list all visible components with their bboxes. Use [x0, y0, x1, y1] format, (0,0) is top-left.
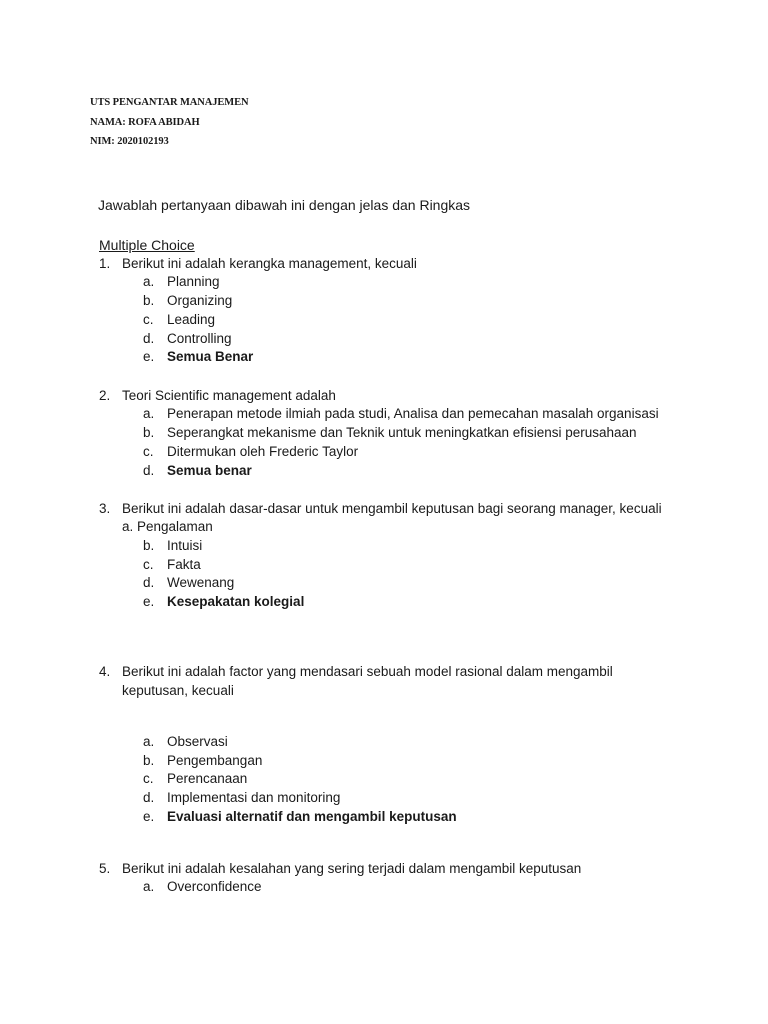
exam-title: UTS PENGANTAR MANAJEMEN: [90, 97, 249, 108]
choice-text: Fakta: [167, 557, 201, 572]
question-text: a. Pengalaman: [122, 519, 213, 534]
selected-answer: Semua benar: [167, 463, 252, 478]
choice-letter: c.: [143, 557, 154, 572]
choice-text: Penerapan metode ilmiah pada studi, Analisa dan pemecahan masalah organisasi: [167, 406, 659, 421]
question-number: 3.: [99, 501, 111, 516]
choice-letter: d.: [143, 790, 155, 805]
question-text: Berikut ini adalah factor yang mendasari sebuah model rasional dalam mengambil: [122, 664, 613, 679]
choice-text: Planning: [167, 274, 220, 289]
section-title: Multiple Choice: [99, 237, 195, 253]
choice-letter: b.: [143, 753, 155, 768]
choice-text: Wewenang: [167, 575, 235, 590]
student-id: NIM: 2020102193: [90, 136, 169, 147]
choice-text: Leading: [167, 312, 216, 327]
question-number: 2.: [99, 388, 111, 403]
choice-letter: b.: [143, 425, 155, 440]
student-name: NAMA: ROFA ABIDAH: [90, 116, 200, 128]
choice-text: Intuisi: [167, 538, 203, 553]
choice-text: Controlling: [167, 331, 232, 346]
question-text: Berikut ini adalah kesalahan yang sering terjadi dalam mengambil keputusan: [122, 861, 582, 876]
choice-text: Ditermukan oleh Frederic Taylor: [167, 444, 359, 459]
question-number: 4.: [99, 664, 111, 679]
choice-letter: a.: [143, 879, 155, 894]
document-header: [90, 93, 249, 152]
instructions: Jawablah pertanyaan dibawah ini dengan jelas dan Ringkas: [98, 197, 471, 213]
choice-letter: e.: [143, 349, 155, 364]
choice-text: Perencanaan: [167, 771, 248, 786]
selected-answer: Kesepakatan kolegial: [167, 594, 305, 609]
choice-letter: b.: [143, 293, 155, 308]
question-text: keputusan, kecuali: [122, 683, 234, 698]
choice-text: Implementasi dan monitoring: [167, 790, 341, 805]
choice-letter: a.: [143, 274, 155, 289]
choice-letter: c.: [143, 771, 154, 786]
choice-letter: d.: [143, 331, 155, 346]
question-text: Berikut ini adalah kerangka management, kecuali: [122, 256, 417, 271]
choice-text: Pengembangan: [167, 753, 263, 768]
choice-text: Organizing: [167, 293, 233, 308]
selected-answer: Semua Benar: [167, 349, 254, 364]
choice-letter: e.: [143, 594, 155, 609]
question-text: Teori Scientific management adalah: [122, 388, 336, 403]
choice-letter: c.: [143, 444, 154, 459]
choice-text: Seperangkat mekanisme dan Teknik untuk meningkatkan efisiensi perusahaan: [167, 425, 637, 440]
choice-text: Observasi: [167, 734, 228, 749]
choice-letter: b.: [143, 538, 155, 553]
choice-letter: c.: [143, 312, 154, 327]
selected-answer: Evaluasi alternatif dan mengambil keputusan: [167, 809, 457, 824]
choice-letter: e.: [143, 809, 155, 824]
question-number: 5.: [99, 861, 111, 876]
question-number: 1.: [99, 256, 111, 271]
choice-letter: a.: [143, 406, 155, 421]
choice-text: Overconfidence: [167, 879, 262, 894]
choice-letter: d.: [143, 575, 155, 590]
choice-letter: a.: [143, 734, 155, 749]
choice-letter: d.: [143, 463, 155, 478]
question-text: Berikut ini adalah dasar-dasar untuk mengambil keputusan bagi seorang manager, kecuali: [122, 501, 662, 516]
